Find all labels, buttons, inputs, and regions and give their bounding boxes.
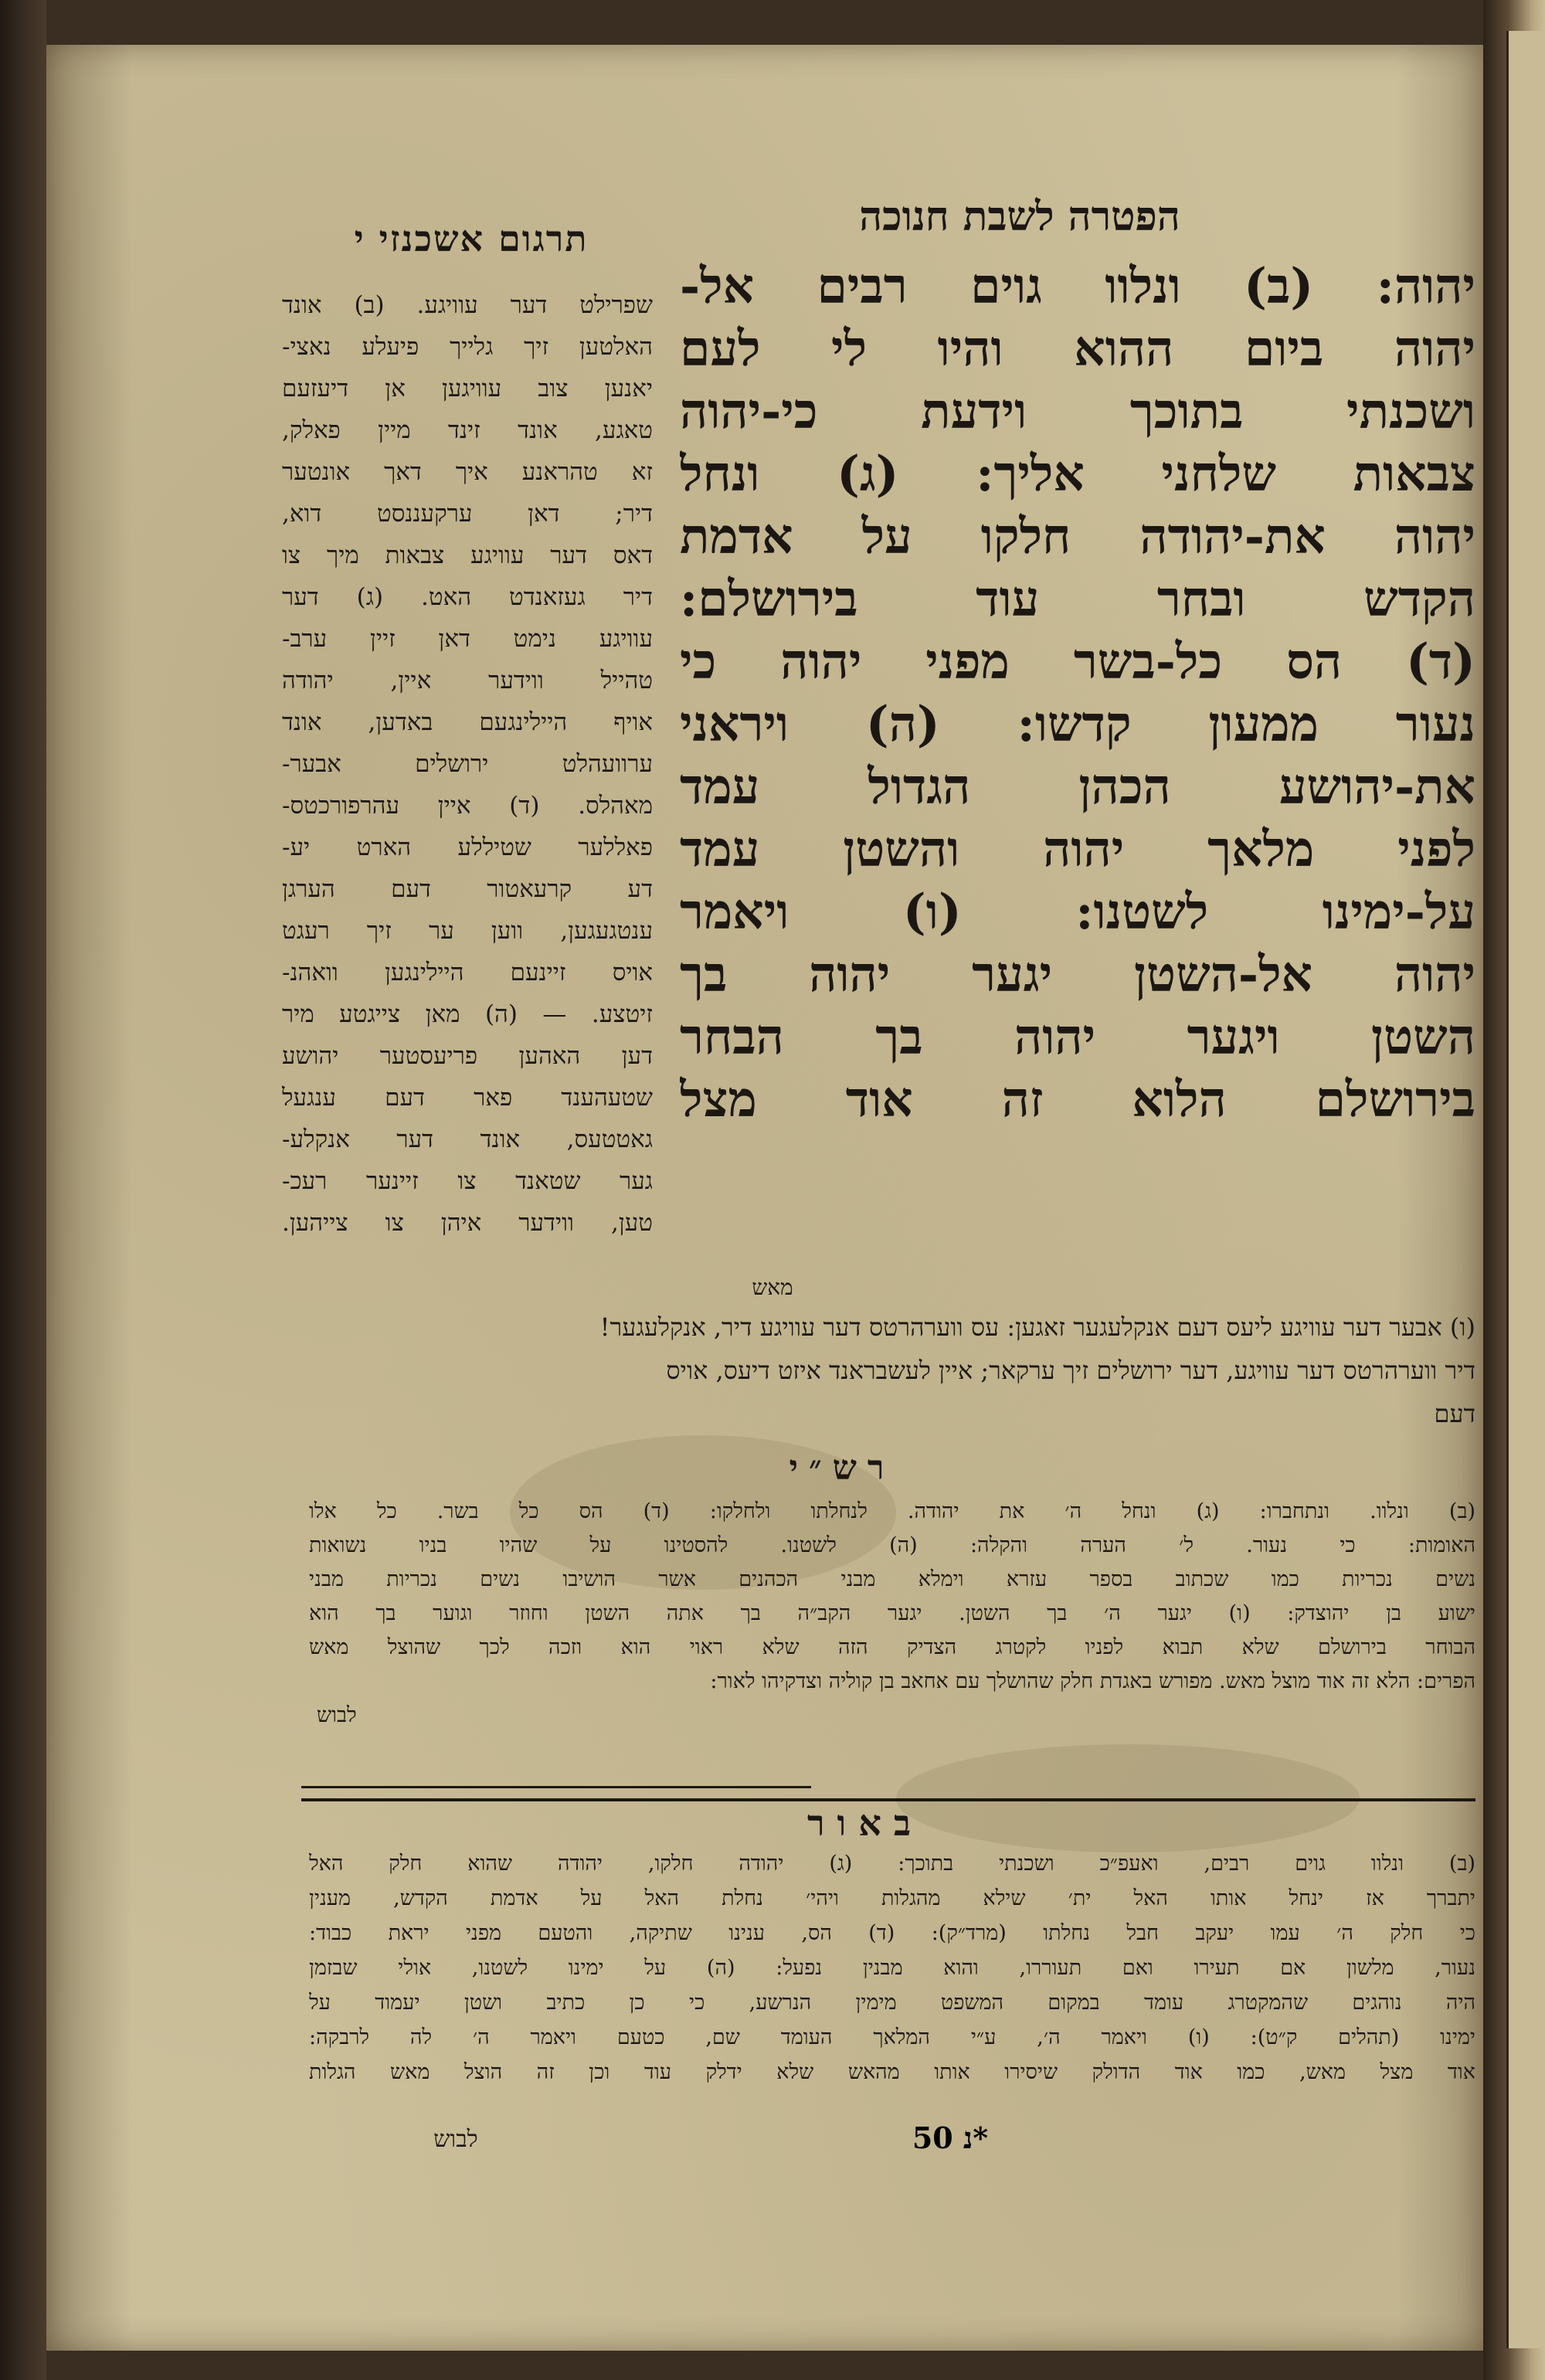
main-text-line: יהוה ביום ההוא והיו לי לעם bbox=[680, 320, 1475, 377]
targum-column bbox=[282, 284, 653, 1244]
targum-cont-line: דעם bbox=[1434, 1399, 1475, 1428]
main-hebrew-text bbox=[680, 255, 1475, 1131]
main-text-line: בירושלם הלוא זה אוד מצל bbox=[680, 1071, 1475, 1128]
targum-line: האלטען זיך גלייך פיעלע נאצי- bbox=[282, 333, 653, 361]
rashi-heading: רש״י bbox=[789, 1448, 895, 1488]
biur-line: ימינו (תהלים ק״ט): (ו) ויאמר ה׳, ע״י המלאך העומד שם, כטעם ויאמר ה׳ לה לרבקה: bbox=[309, 2025, 1475, 2049]
main-text-line: נעור ממעון קדשו: (ה) ויראני bbox=[680, 695, 1475, 752]
main-text-line: על-ימינו לשטנו: (ו) ויאמר bbox=[680, 883, 1475, 940]
rashi-line: ישוע בן יהוצדק: (ו) יגער ה׳ בך השטן. יגער הקב״ה בך אתה השטן וחוזר וגוער בך הוא bbox=[309, 1601, 1475, 1625]
targum-heading: תרגום אשכנזי י bbox=[354, 218, 589, 260]
biur-commentary bbox=[309, 1846, 1475, 2090]
targum-line: שפרילט דער עוויגע. (ב) אונד bbox=[282, 291, 653, 319]
divider-short bbox=[301, 1786, 811, 1788]
targum-line: דען האהען פריעסטער יהושע bbox=[282, 1042, 653, 1070]
main-text-line: את-יהושע הכהן הגדול עמד bbox=[680, 758, 1475, 815]
main-text-line: יהוה: (ב) ונלוו גוים רבים אל- bbox=[680, 257, 1475, 314]
rashi-line: (ב) ונלוו. ונתחברו: (ג) ונחל ה׳ את יהודה. לנחלתו ולחלקו: (ד) הס כל בשר. כל אלו bbox=[309, 1499, 1475, 1523]
main-catchword: מאש bbox=[752, 1275, 793, 1300]
targum-cont-line: דיר ווערהרטס דער עוויגע, דער ירושלים זיך ערקאר; איין לעשבראנד איזט דיעס, אויס bbox=[666, 1356, 1475, 1385]
main-text-line: ושכנתי בתוכך וידעת כי-יהוה bbox=[680, 382, 1475, 440]
biur-line: יתברך אז ינחל אותו האל ית׳ שילא מהגלות ויהי׳ נחלת האל על אדמת הקדש, מענין bbox=[309, 1886, 1475, 1910]
main-text-line: השטן ויגער יהוה בך הבחר bbox=[680, 1008, 1475, 1065]
targum-line: דע קרעאטור דעם הערגן bbox=[282, 875, 653, 903]
targum-line: שטעהענד פאר דעם ענגעל bbox=[282, 1084, 653, 1112]
targum-line: ענטגעגען, ווען ער זיך רעגט bbox=[282, 917, 653, 945]
rashi-commentary bbox=[309, 1495, 1475, 1733]
rashi-line: נשים נכריות כמו שכתוב בספר עזרא וימלא מבני הכהנים אשר הושיבו נשים נכריות מבני bbox=[309, 1567, 1475, 1591]
next-page-edge bbox=[1483, 0, 1545, 2380]
rashi-line: האומות: כי נעור. ל׳ הערה והקלה: (ה) לשטנו. להסטינו על שהיו בניו נשואות bbox=[309, 1533, 1475, 1557]
haftarah-heading: הפטרה לשבת חנוכה bbox=[859, 193, 1180, 240]
targum-line: פאללער שטיללע הארט יע- bbox=[282, 834, 653, 861]
targum-line: אויף היילינגעם באדען, אונד bbox=[282, 708, 653, 736]
rashi-line: הבוחר בירושלם שלא תבוא לפניו לקטרג הצדיק הזה שלא ראוי הוא וזכה לכך שהוצל מאש bbox=[309, 1635, 1475, 1659]
main-text-line: צבאות שלחני אליך: (ג) ונחל bbox=[680, 445, 1475, 502]
main-text-line: הקדש ובחר עוד בירושלם: bbox=[680, 570, 1475, 627]
biur-line: אוד מצל מאש, כמו אוד הדולק שיסירו אותו מהאש שלא ידלק עוד וכן זה הוצל מאש הגלות bbox=[309, 2060, 1475, 2084]
targum-line: זא טהראנע איך דאך אונטער bbox=[282, 458, 653, 486]
targum-continuation bbox=[309, 1305, 1475, 1435]
targum-line: טאגע, אונד זינד מיין פאלק, bbox=[282, 416, 653, 444]
main-text-line: יהוה את-יהודה חלקו על אדמת bbox=[680, 508, 1475, 565]
targum-line: גאטטעס, אונד דער אנקלע- bbox=[282, 1125, 653, 1153]
targum-line: טען, ווידער איהן צו צייהען. bbox=[282, 1209, 653, 1237]
divider-long bbox=[301, 1798, 1475, 1801]
targum-line: יאנען צוב עוויגען אן דיעזעם bbox=[282, 375, 653, 402]
targum-line: זיטצע. — (ה) מאן צייגטע מיר bbox=[282, 1000, 653, 1028]
targum-line: ערוועהלט ירושלים אבער- bbox=[282, 750, 653, 778]
targum-line: עוויגע נימט דאן זיין ערב- bbox=[282, 625, 653, 653]
biur-line: כי חלק ה׳ עמו יעקב חבל נחלתו (מרד״ק): (ד) הס, ענינו שתיקה, והטעם מפני יראת כבוד: bbox=[309, 1921, 1475, 1945]
main-text-line: יהוה אל-השטן יגער יהוה בך bbox=[680, 946, 1475, 1003]
targum-line: אויס זיינעם היילינגען וואהנ- bbox=[282, 959, 653, 986]
rashi-line: הפרים: הלא זה אוד מוצל מאש. מפורש באגדת חלק שהושלך עם אחאב בן קוליה וצדקיהו לאור: bbox=[710, 1669, 1475, 1693]
main-text-line: (ד) הס כל-בשר מפני יהוה כי bbox=[680, 633, 1475, 690]
targum-cont-line: (ו) אבער דער עוויגע ליעס דעם אנקלעגער זאגען: עס ווערהרטס דער עוויגע דיר, אנקלעגער! bbox=[599, 1312, 1475, 1342]
biur-line: היה נוהגים שהמקטרג עומד במקום המשפט מימין הנרשע, כי כן כתיב ושטן יעמוד על bbox=[309, 1991, 1475, 2015]
signature-mark: נ 50* bbox=[912, 2120, 989, 2155]
main-text-line: לפני מלאך יהוה והשטן עמד bbox=[680, 820, 1475, 878]
biur-line: (ב) ונלוו גוים רבים, ואעפ״כ ושכנתי בתוכך: (ג) יהודה חלקו, יהודה שהוא חלק האל bbox=[309, 1852, 1475, 1876]
biur-line: נעור, מלשון אם תעירו ואם תעוררו, והוא מבנין נפעל: (ה) על ימינו לשטנו, אולי שבזמן bbox=[309, 1956, 1475, 1980]
targum-line: טהייל ווידער איין, יהודה bbox=[282, 667, 653, 694]
biur-heading: באור bbox=[806, 1802, 924, 1844]
book-binding bbox=[0, 0, 46, 2380]
targum-line: דיר געזאנדט האט. (ג) דער bbox=[282, 583, 653, 611]
targum-line: דאס דער עוויגע צבאות מיך צו bbox=[282, 542, 653, 569]
targum-line: דיר; דאן ערקעננסט דוא, bbox=[282, 500, 653, 528]
targum-line: גער שטאנד צו זיינער רעכ- bbox=[282, 1167, 653, 1195]
footer-catchword: לבוש bbox=[433, 2126, 478, 2153]
rashi-catchword: לבוש bbox=[317, 1703, 357, 1727]
targum-line: מאהלס. (ד) איין עהרפורכטס- bbox=[282, 792, 653, 820]
